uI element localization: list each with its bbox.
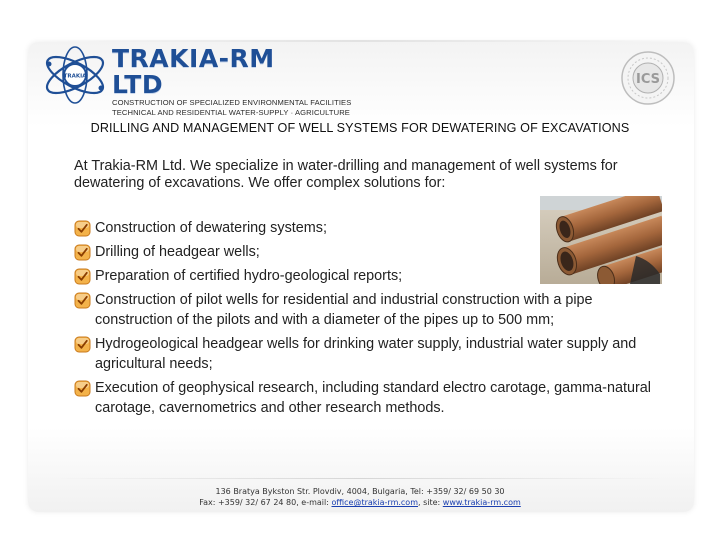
footer-address: 136 Bratya Bykston Str. Plovdiv, 4004, Bulgaria, Tel: +359/ 32/ 69 50 30 [215,487,505,496]
footer-fax: Fax: +359/ 32/ 67 24 80, e-mail: [199,498,332,507]
brand-tagline-1: CONSTRUCTION OF SPECIALIZED ENVIRONMENTAL FACILITIES [112,98,352,107]
list-item [74,378,662,418]
email-link[interactable]: office@trakia-rm.com [331,498,418,507]
brand-tagline-2: TECHNICAL AND RESIDENTIAL WATER-SUPPLY · AGRICULTURE [112,108,350,117]
checkmark-icon [74,268,91,285]
list-item-text: Hydrogeological headgear wells for drinking water supply, industrial water supply and agricultural needs; [95,336,637,372]
list-item [74,218,662,238]
brand-name: TRAKIA-RM LTD [112,44,275,99]
checkmark-icon [74,244,91,261]
company-logo [40,44,110,106]
intro-paragraph [74,158,666,192]
service-list [74,218,662,418]
checkmark-icon [74,380,91,397]
list-item-text: Construction of dewatering systems; [95,220,327,236]
checkmark-icon [74,336,91,353]
list-item-text: Construction of pilot wells for residential and industrial construction with a pipe construction of the pilots and with a diameter of the pipes up to 500 mm; [95,292,593,328]
list-item [74,266,662,286]
certification-seal-icon [620,50,676,106]
list-item-text: Execution of geophysical research, including standard electro carotage, gamma-natural carotage, cavernometrics and other research methods. [95,380,651,416]
brand-block [112,44,352,118]
site-link[interactable]: www.trakia-rm.com [442,498,521,507]
list-item-text: Preparation of certified hydro-geological reports; [95,268,403,284]
intro-company: At Trakia-RM Ltd. [74,158,186,174]
list-item [74,334,662,374]
list-item-text: Drilling of headgear wells; [95,244,260,260]
logo-text: TRAKIA [63,73,87,80]
frame-top-edge [40,40,680,42]
list-item [74,242,662,262]
checkmark-icon [74,220,91,237]
intro-text: We specialize in water-drilling and management of well systems for dewatering of excavations. We offer complex solutions for: [74,158,618,191]
footer-site-label: , site: [418,498,443,507]
page-title: DRILLING AND MANAGEMENT OF WELL SYSTEMS FOR DEWATERING OF EXCAVATIONS [90,121,630,135]
footer [0,486,720,508]
checkmark-icon [74,292,91,309]
footer-divider [50,478,670,479]
footer-contacts [0,497,720,508]
list-item [74,290,662,330]
seal-text: ICS [636,72,660,87]
